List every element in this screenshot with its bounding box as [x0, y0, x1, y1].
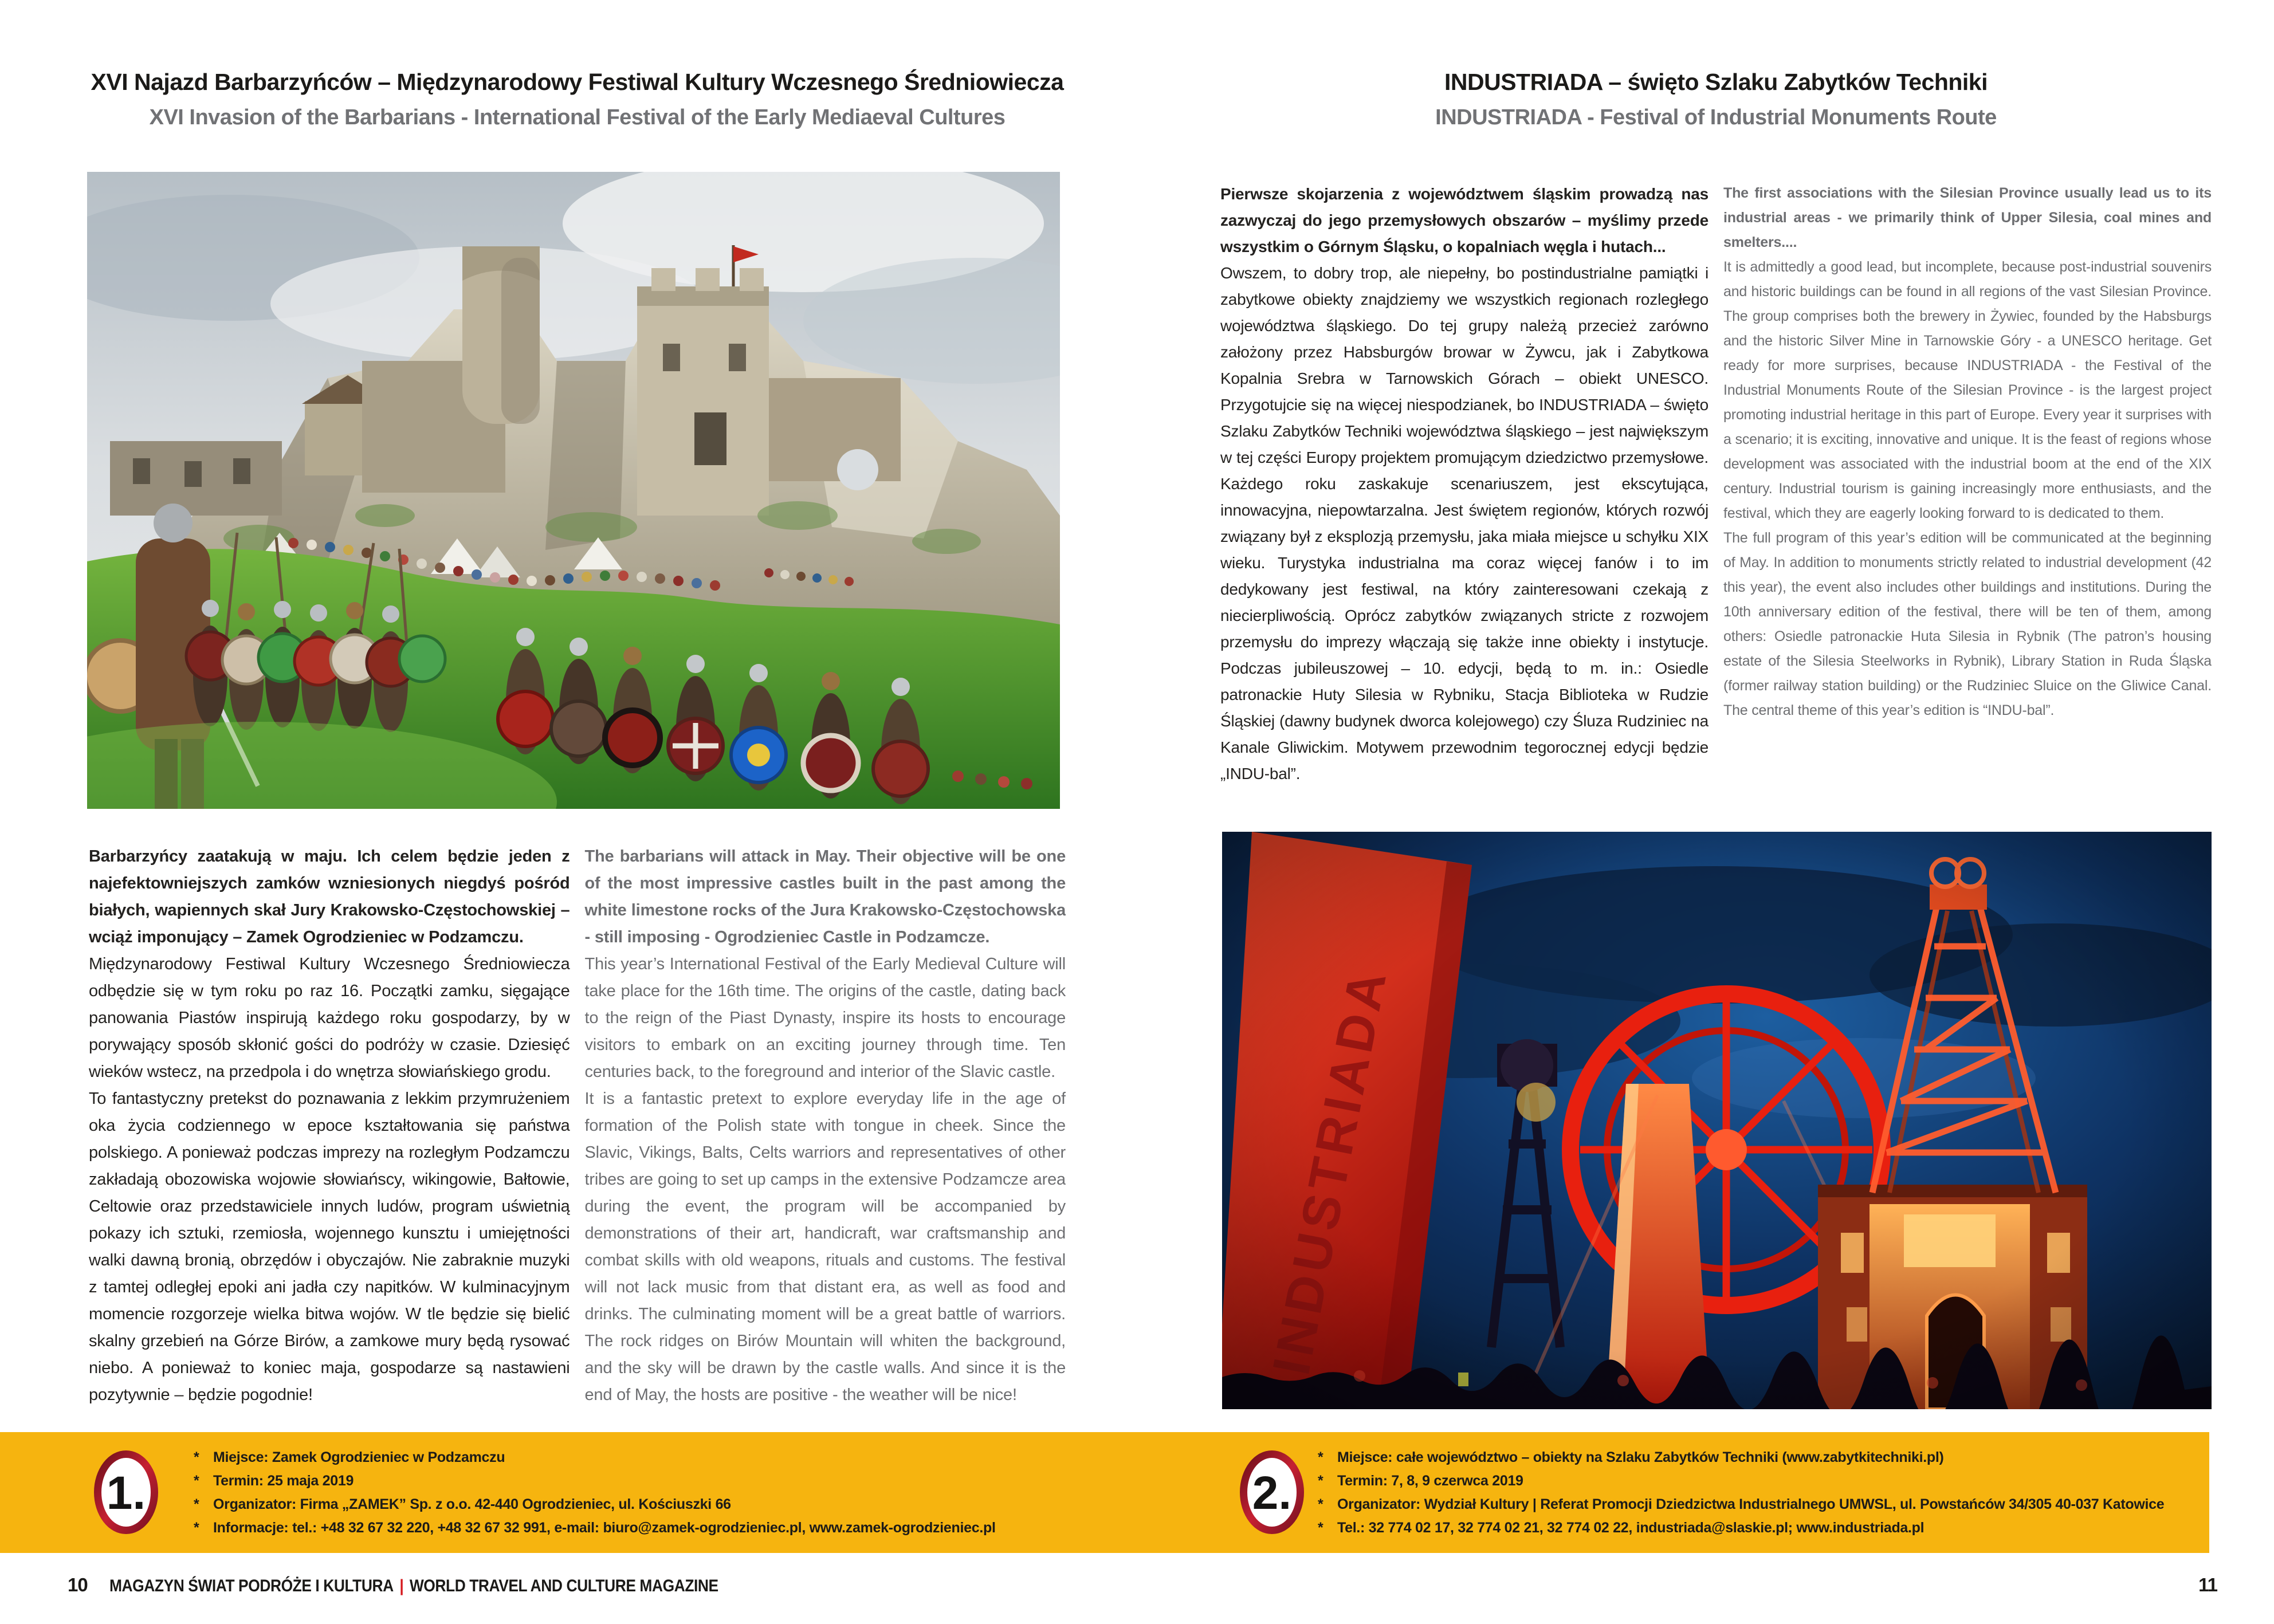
info-item: [1318, 1516, 2209, 1540]
left-article-header: [89, 68, 1066, 131]
left-body-pl-2: To fantastyczny pretekst do poznawania z lekkim przymrużeniem oka życia codziennego w epoce kształtowania się państwa polskiego. A ponieważ podczas imprezy na rozległym Podzamczu zakładają obozowiska wojowie słowiańscy, wikingowie, Bałtowie, Celtowie oraz przedstawiciele innych ludów, program uświetnią pokazy ich sztuki, rzemiosła, wojennego kunsztu i umiejętności walki dawną bronią, obrzędów i obyczajów. Nie zabraknie muzyki z tamtej odległej epoki ani jadła czy napitków. W kulminacyjnym momencie rozgorzeje wielka bitwa wojów. W tle będzie się bielić skalny grzebień na Górze Birów, a zamkowe mury będą rysować niebo. A ponieważ to koniec maja, gospodarze są nastawieni pozytywnie – będzie pogodnie!: [89, 1090, 570, 1404]
left-body-pl-1: Międzynarodowy Festiwal Kultury Wczesnego Średniowiecza odbędzie się w tym roku po raz 16. Początki zamku, sięgające panowania Piastów inspirują każdego roku gospodarzy, by w porywający sposób skłonić gości do podróży w czasie. Dziesięć wieków wstecz, na przedpola i do wnętrza słowiańskiego grodu.: [89, 955, 570, 1081]
event-info-list-1: [194, 1446, 1087, 1540]
castle-festival-photo: [87, 172, 1060, 809]
left-article-title-en: XVI Invasion of the Barbarians - International Festival of the Early Mediaeval Cultures: [149, 105, 1006, 129]
info-item-text: Miejsce: całe województwo – obiekty na Szlaku Zabytków Techniki (www.zabytkitechniki.pl): [1337, 1449, 1944, 1465]
page-number-right: 11: [2198, 1574, 2217, 1595]
info-item: [194, 1446, 1087, 1469]
asterisk-bullet-icon: *: [194, 1473, 199, 1489]
asterisk-bullet-icon: *: [1318, 1449, 1323, 1465]
info-item-text: Tel.: 32 774 02 17, 32 774 02 21, 32 774 02 22, industriada@slaskie.pl; www.industriada.pl: [1337, 1520, 1925, 1536]
info-item: [194, 1469, 1087, 1493]
info-badge-2: [1239, 1449, 1305, 1535]
right-body-pl-1: Owszem, to dobry trop, ale niepełny, bo postindustrialne pamiątki i zabytkowe obiekty znajdziemy we wszystkich regionach rozległego województwa śląskiego. Do tej grupy należą przecież zarówno założony przez Habsburgów browar w Żywcu, jak i Zabytkowa Kopalnia Srebra w Tarnowskich Górach – obiekt UNESCO. Przygotujcie się na więcej niespodzianek, bo INDUSTRIADA – święto Szlaku Zabytków Techniki województwa śląskiego – jest największym w tej części Europy projektem promującym dziedzictwo przemysłowe. Każdego roku zaskakuje scenariuszem, jest ekscytująca, innowacyjna, niepowtarzalna. Jest świętem regionów, których rozwój związany był z eksplozją przemysłu, jaka miała miejsce u schyłku XIX wieku. Turystyka industrialna ma coraz więcej fanów i to im dedykowany jest festiwal, na który zainteresowani czekają z niecierpliwością. Oprócz zabytków związanych stricte z rozwojem przemysłu do imprezy włączają się także inne obiekty i instytucje. Podczas jubileuszowej – 10. edycji, będą to m. in.: Osiedle patronackie Huty Silesia w Rybniku, Stacja Biblioteka w Rudzie Śląskiej (dawny budynek dworca kolejowego) czy Śluza Rudziniec na Kanale Gliwickim. Motywem przewodnim tegorocznej edycji będzie „INDU-bal”.: [1220, 264, 1709, 782]
left-lead-en: The barbarians will attack in May. Their objective will be one of the most impressive castles built in the past among the white limestone rocks of the Jura Krakowsko-Częstochowska - still imposing - Ogrodzieniec Castle in Podzamcze.: [584, 847, 1066, 946]
info-item: [1318, 1469, 2209, 1493]
info-item-text: Organizator: Wydział Kultury | Referat Promocji Dziedzictwa Industrialnego UMWSL, ul. Powstańców 34/305 40-037 Katowice: [1337, 1496, 2165, 1512]
asterisk-bullet-icon: *: [1318, 1520, 1323, 1536]
badge-2-icon: [1239, 1449, 1305, 1535]
industriada-illustration: [1222, 832, 2212, 1409]
right-article-title-pl: INDUSTRIADA – święto Szlaku Zabytków Techniki: [1444, 69, 1988, 95]
info-item-text: Informacje: tel.: +48 32 67 32 220, +48 32 67 32 991, e-mail: biuro@zamek-ogrodzieniec.pl, www.zamek-ogrodzieniec.pl: [213, 1520, 996, 1536]
asterisk-bullet-icon: *: [1318, 1496, 1323, 1512]
event-info-list-2: [1318, 1446, 2209, 1540]
left-lead-pl: Barbarzyńcy zaatakują w maju. Ich celem będzie jeden z najefektowniejszych zamków wzniesionych niegdyś pośród białych, wapiennych skał Jury Krakowsko-Częstochowskiej – wciąż imponujący – Zamek Ogrodzieniec w Podzamczu.: [89, 847, 570, 946]
magazine-title: [109, 1576, 718, 1596]
right-body-en-2: The full program of this year’s edition will be communicated at the beginning of May. In addition to monuments strictly related to industrial development (42 this year), the event also includes other buildings and institutions. During the 10th anniversary edition of the festival, there will be ten of them, among others: Osiedle patronackie Huta Silesia in Rybnik (The patron’s housing estate of the Silesia Steelworks in Rybnik), Library Station in Ruda Śląska (former railway station building) or the Rudziniec Sluice on the Gliwice Canal. The central theme of this year’s edition is “INDU-bal”.: [1723, 530, 2212, 718]
right-lead-en: The first associations with the Silesian Province usually lead us to its industrial areas - we primarily think of Upper Silesia, coal mines and smelters....: [1723, 185, 2212, 250]
badge-2-number: 2.: [1252, 1467, 1292, 1519]
left-body-en-1: This year’s International Festival of the Early Medieval Culture will take place for the 16th time. The origins of the castle, dating back to the reign of the Piast Dynasty, inspire its hosts to encourage visitors to embark on an exciting journey through time. Ten centuries back, to the foreground and interior of the Slavic castle.: [584, 955, 1066, 1081]
info-item-text: Organizator: Firma „ZAMEK” Sp. z o.o. 42-440 Ogrodzieniec, ul. Kościuszki 66: [213, 1496, 731, 1512]
info-badge-1: [93, 1449, 159, 1535]
industriada-night-photo: [1222, 832, 2212, 1409]
asterisk-bullet-icon: *: [194, 1520, 199, 1536]
info-item-text: Termin: 25 maja 2019: [213, 1473, 354, 1489]
right-article-title-en: INDUSTRIADA - Festival of Industrial Monuments Route: [1435, 105, 1997, 129]
right-article-body: [1220, 181, 2212, 817]
info-item: [194, 1516, 1087, 1540]
page-number-left: 10: [68, 1574, 88, 1595]
right-column-english: [1723, 181, 2212, 817]
info-band: [0, 1432, 2209, 1553]
right-lead-pl: Pierwsze skojarzenia z województwem śląskim prowadzą nas zazwyczaj do jego przemysłowych obszarów – myślimy przede wszystkim o Górnym Śląsku, o kopalniach węgla i hutach...: [1220, 185, 1709, 255]
info-item-text: Miejsce: Zamek Ogrodzieniec w Podzamczu: [213, 1449, 505, 1465]
left-article-title-pl: XVI Najazd Barbarzyńców – Międzynarodowy Festiwal Kultury Wczesnego Średniowiecza: [91, 69, 1064, 95]
asterisk-bullet-icon: *: [1318, 1473, 1323, 1489]
right-body-en-1: It is admittedly a good lead, but incomplete, because post-industrial souvenirs and historic buildings can be found in all regions of the vast Silesian Province. The group comprises both the brewery in Żywiec, founded by the Habsburgs and the historic Silver Mine in Tarnowskie Góry - a UNESCO heritage. Get ready for more surprises, because INDUSTRIADA - the Festival of the Industrial Monuments Route of the Silesian Province - is the largest project promoting industrial heritage in this part of Europe. Every year it surprises with a scenario; it is exciting, innovative and unique. It is the feast of regions whose development was associated with the industrial boom at the end of the XIX century. Industrial tourism is gaining increasingly more enthusiasts, and the festival, which they are eagerly looking forward to is dedicated to them.: [1723, 259, 2212, 521]
magazine-title-pl: MAGAZYN ŚWIAT PODRÓŻE I KULTURA: [109, 1576, 394, 1595]
left-column-english: [585, 843, 1066, 1425]
left-article-body: [89, 843, 1066, 1425]
info-item: [194, 1493, 1087, 1516]
footer-left: [68, 1574, 801, 1596]
right-article-header: [1220, 68, 2212, 131]
badge-1-icon: [93, 1449, 159, 1535]
magazine-title-en: WORLD TRAVEL AND CULTURE MAGAZINE: [409, 1576, 718, 1595]
left-column-polish: [89, 843, 570, 1425]
footer-right: [2166, 1574, 2217, 1596]
asterisk-bullet-icon: *: [194, 1449, 199, 1465]
asterisk-bullet-icon: *: [194, 1496, 199, 1512]
info-item: [1318, 1493, 2209, 1516]
info-item-text: Termin: 7, 8, 9 czerwca 2019: [1337, 1473, 1523, 1489]
castle-festival-illustration: [87, 172, 1060, 809]
right-column-polish: [1220, 181, 1709, 817]
magazine-title-separator: |: [399, 1576, 403, 1595]
vignette: [1222, 832, 2212, 1409]
badge-1-number: 1.: [106, 1467, 146, 1519]
left-body-en-2: It is a fantastic pretext to explore everyday life in the age of formation of the Polish state with tongue in cheek. Since the Slavic, Vikings, Balts, Celts warriors and representatives of other tribes are going to set up camps in the extensive Podzamcze area during the event, the program will be accompanied by demonstrations of their art, handicraft, war craftsmanship and combat skills with old weapons, rituals and customs. The festival will not lack music from that distant era, as well as food and drinks. The culminating moment will be a great battle of warriors. The rock ridges on Birów Mountain will whiten the background, and the sky will be drawn by the castle walls. And since it is the end of May, the hosts are positive - the weather will be nice!: [584, 1090, 1066, 1404]
info-item: [1318, 1446, 2209, 1469]
